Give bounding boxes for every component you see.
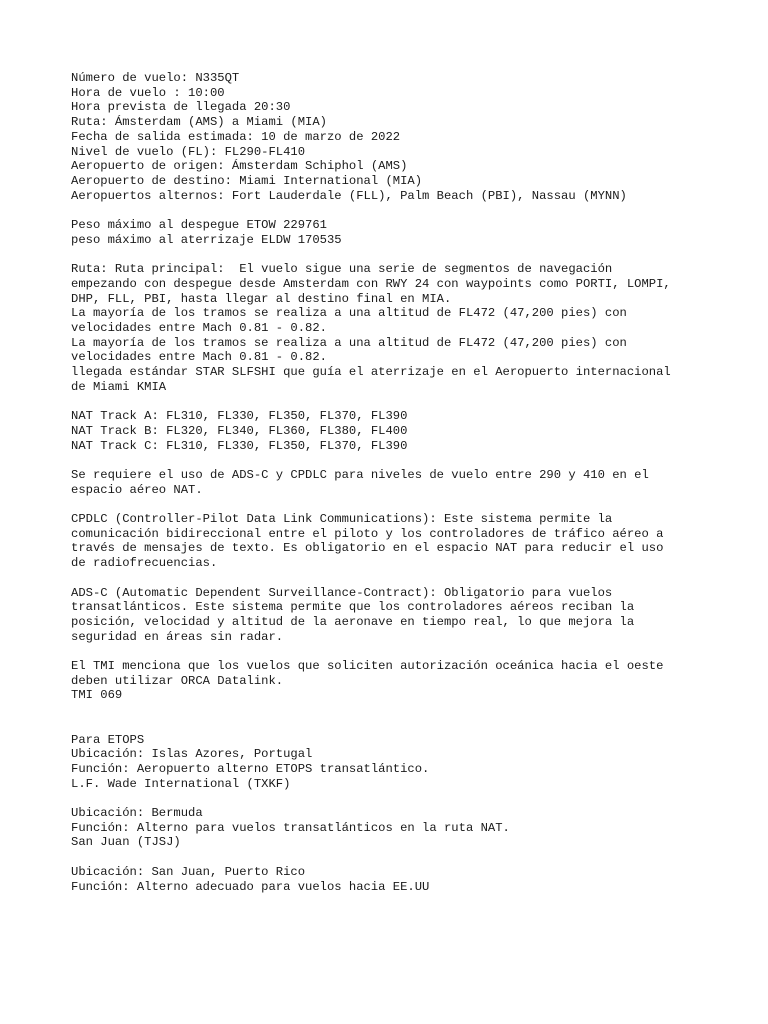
tmi-line: deben utilizar ORCA Datalink. xyxy=(71,673,284,688)
etops-bermuda-section xyxy=(71,806,751,850)
cpdlc-line: CPDLC (Controller-Pilot Data Link Communications): Este sistema permite la xyxy=(71,512,613,527)
takeoff-weight-line: Peso máximo al despegue ETOW 229761 xyxy=(71,218,327,233)
tmi-number-line: TMI 069 xyxy=(71,688,123,703)
route-text-line: DHP, FLL, PBI, hasta llegar al destino final en MIA. xyxy=(71,291,452,306)
nat-track-c-line: NAT Track C: FL310, FL330, FL350, FL370, FL390 xyxy=(71,438,408,453)
nat-track-a-line: NAT Track A: FL310, FL330, FL350, FL370, FL390 xyxy=(71,409,408,424)
flight-number-line: Número de vuelo: N335QT xyxy=(71,71,240,85)
etops-function-line: Función: Aeropuerto alterno ETOPS transatlántico. xyxy=(71,761,430,776)
ads-requirement-line: espacio aéreo NAT. xyxy=(71,482,203,497)
etops-sanjuan-section xyxy=(71,865,751,894)
weights-section xyxy=(71,218,751,247)
departure-date-line: Fecha de salida estimada: 10 de marzo de 2022 xyxy=(71,129,401,144)
flight-level-line: Nivel de vuelo (FL): FL290-FL410 xyxy=(71,144,306,159)
adsc-line: transatlánticos. Este sistema permite que los controladores aéreos reciban la xyxy=(71,600,635,615)
origin-airport-line: Aeropuerto de origen: Ámsterdam Schiphol (AMS) xyxy=(71,159,408,174)
tmi-section xyxy=(71,659,751,703)
flight-time-line: Hora de vuelo : 10:00 xyxy=(71,85,225,100)
arrival-time-line: Hora prevista de llegada 20:30 xyxy=(71,100,291,115)
destination-airport-line: Aeropuerto de destino: Miami International (MIA) xyxy=(71,173,423,188)
etops-function-line: Función: Alterno para vuelos transatlánticos en la ruta NAT. xyxy=(71,820,510,835)
cpdlc-section xyxy=(71,512,751,571)
route-section xyxy=(71,262,751,394)
adsc-line: ADS-C (Automatic Dependent Surveillance-Contract): Obligatorio para vuelos xyxy=(71,585,613,600)
cpdlc-line: comunicación bidireccional entre el piloto y los controladores de tráfico aéreo a xyxy=(71,526,664,541)
adsc-line: seguridad en áreas sin radar. xyxy=(71,629,284,644)
etops-heading: Para ETOPS xyxy=(71,732,145,747)
nat-track-b-line: NAT Track B: FL320, FL340, FL360, FL380, FL400 xyxy=(71,423,408,438)
etops-location-line: Ubicación: San Juan, Puerto Rico xyxy=(71,864,306,879)
route-text-line: velocidades entre Mach 0.81 - 0.82. xyxy=(71,350,327,365)
tmi-line: El TMI menciona que los vuelos que soliciten autorización oceánica hacia el oeste xyxy=(71,659,664,674)
route-text-line: empezando con despegue desde Amsterdam con RWY 24 con waypoints como PORTI, LOMPI, xyxy=(71,276,671,291)
route-line: Ruta: Ámsterdam (AMS) a Miami (MIA) xyxy=(71,115,327,130)
ads-requirement-section xyxy=(71,468,751,497)
etops-airport-line: L.F. Wade International (TXKF) xyxy=(71,776,291,791)
etops-airport-line: San Juan (TJSJ) xyxy=(71,835,181,850)
route-text-line: llegada estándar STAR SLFSHI que guía el aterrizaje en el Aeropuerto internacional xyxy=(71,365,671,380)
route-text-line: La mayoría de los tramos se realiza a una altitud de FL472 (47,200 pies) con xyxy=(71,306,627,321)
etops-location-line: Ubicación: Islas Azores, Portugal xyxy=(71,747,313,762)
adsc-section xyxy=(71,586,751,645)
cpdlc-line: través de mensajes de texto. Es obligatorio en el espacio NAT para reducir el uso xyxy=(71,541,664,556)
landing-weight-line: peso máximo al aterrizaje ELDW 170535 xyxy=(71,232,342,247)
flight-plan-document xyxy=(71,71,751,909)
etops-azores-section xyxy=(71,733,751,792)
nat-tracks-section xyxy=(71,409,751,453)
adsc-line: posición, velocidad y altitud de la aeronave en tiempo real, lo que mejora la xyxy=(71,614,635,629)
route-text-line: de Miami KMIA xyxy=(71,379,167,394)
cpdlc-line: de radiofrecuencias. xyxy=(71,556,218,571)
route-text-line: Ruta: Ruta principal: El vuelo sigue una serie de segmentos de navegación xyxy=(71,262,613,277)
route-text-line: La mayoría de los tramos se realiza a una altitud de FL472 (47,200 pies) con xyxy=(71,335,627,350)
flight-info-section xyxy=(71,71,751,203)
etops-location-line: Ubicación: Bermuda xyxy=(71,806,203,821)
etops-function-line: Función: Alterno adecuado para vuelos hacia EE.UU xyxy=(71,879,430,894)
alternate-airports-line: Aeropuertos alternos: Fort Lauderdale (FLL), Palm Beach (PBI), Nassau (MYNN) xyxy=(71,188,627,203)
route-text-line: velocidades entre Mach 0.81 - 0.82. xyxy=(71,320,327,335)
ads-requirement-line: Se requiere el uso de ADS-C y CPDLC para niveles de vuelo entre 290 y 410 en el xyxy=(71,467,649,482)
